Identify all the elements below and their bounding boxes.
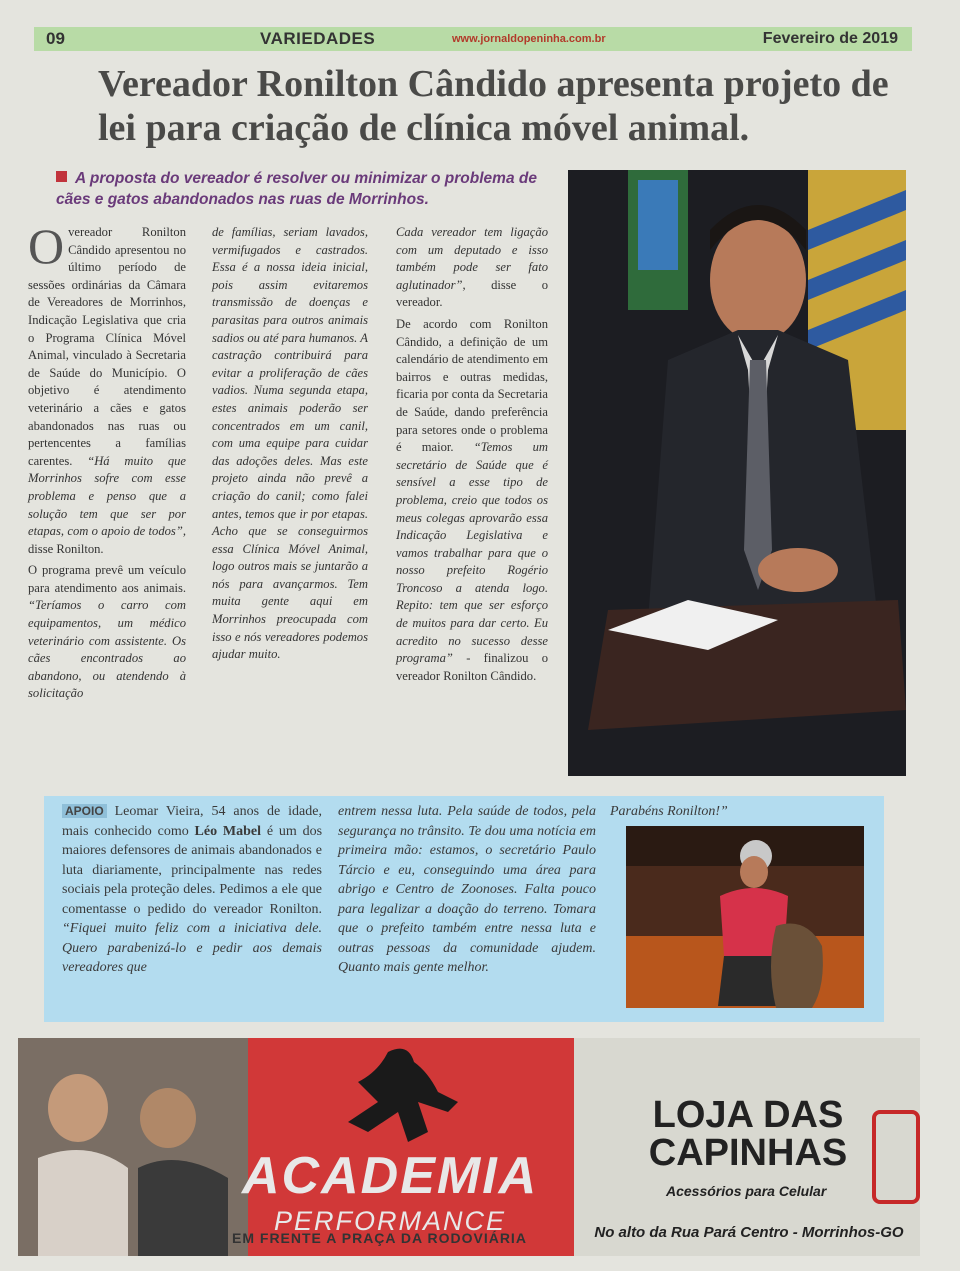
paragraph: Overeador Ronilton Cândido apresentou no último período de sessões ordinárias da Câmara de Vereadores de Morrinhos, Indicação Legislativa que cria o Programa Clínica Móvel Animal, vinculado à Secretaria de Saúde do Município. O objetivo é atendimento veterinário a cães e gatos abandonados nas ruas ou pertencentes a famílias carentes. “Há muito que Morrinhos sofre com esse problema e penso que a solução tem que ser por etapas, com o apoio de todos”, disse Ronilton. (28, 218, 187, 556)
loja-title: LOJA DAS CAPINHAS (648, 1094, 848, 1174)
page-header (34, 27, 912, 51)
gym-photo (18, 1038, 248, 1256)
bullet-square-icon (56, 171, 67, 182)
article-column-2 (212, 224, 368, 668)
performance-logo-text: PERFORMANCE (274, 1206, 507, 1236)
paragraph: O programa prevê um veículo para atendimento aos animais. “Teríamos o carro com equipamentos, um médico veterinário com assistente. Os cães encontrados ao abandono, ou atendendo à solicitação (28, 563, 186, 701)
apoio-box (44, 796, 884, 1022)
leo-mabel-photo-illustration (626, 826, 864, 1008)
article-column-1 (28, 218, 187, 707)
academia-logo-text: ACADEMIA (242, 1147, 539, 1205)
advertisement-banner (18, 1038, 920, 1256)
article-column-3 (396, 224, 548, 689)
leo-mabel-photo (626, 826, 864, 1008)
loja-subtitle: Acessórios para Celular (666, 1183, 827, 1199)
apoio-column-1: APOIO Leomar Vieira, 54 anos de idade, mais conhecido como Léo Mabel é um dos maiores defensores de animais abandonados e luta diariamente, principalmente nas redes sociais pela proteção deles. Pedimos a ele que comentasse o pedido do vereador Ronilton. “Fiquei muito feliz com a iniciativa dele. Quero parabenizá-lo e pedir aos demais vereadores que (62, 804, 323, 975)
section-title: VARIEDADES (260, 29, 376, 48)
councilman-photo (568, 170, 906, 776)
leo-mabel-name: Léo Mabel (194, 823, 262, 839)
councilman-photo-illustration (568, 170, 906, 776)
gym-photo-illustration (18, 1038, 248, 1256)
subhead-text: A proposta do vereador é resolver ou minimizar o problema de cães e gatos abandonados nas ruas de Morrinhos. (56, 170, 537, 208)
drop-cap: O (28, 218, 65, 274)
paragraph: Cada vereador tem ligação com um deputado e isso também pode ser fato aglutinador”, disse o vereador. (396, 225, 548, 310)
page-number: 09 (46, 29, 65, 48)
smartphone-icon (872, 1110, 920, 1204)
loja-address: No alto da Rua Pará Centro - Morrinhos-GO (594, 1224, 904, 1241)
academia-location: EM FRENTE A PRAÇA DA RODOVIÁRIA (232, 1230, 527, 1246)
article-headline: Vereador Ronilton Cândido apresenta projeto de lei para criação de clínica móvel animal. (98, 63, 889, 149)
apoio-column-2: entrem nessa luta. Pela saúde de todos, pela segurança no trânsito. Te dou uma notícia em primeira mão: estamos, o secretário Paulo Tárcio e eu, conseguindo uma área para abrigo e Centro de Zoonoses. Falta pouco para legalizar a doação do terreno. Tomara que o prefeito também entre nessa luta e outras pessoas da comunidade ajudem. Quanto mais gente melhor. (338, 804, 596, 975)
apoio-label: APOIO (62, 804, 107, 818)
website-url[interactable]: www.jornaldopeninha.com.br (452, 33, 606, 45)
gym-athlete-logo-icon (318, 1042, 478, 1152)
apoio-column-3: Parabéns Ronilton!” (610, 804, 728, 819)
issue-date: Fevereiro de 2019 (762, 30, 898, 47)
paragraph: De acordo com Ronilton Cândido, a definição de um calendário de atendimento em bairros e outras medidas, ficaria por conta da Secretaria de Saúde, dando preferência para setores onde o problema é maior. “Temos um secretário de Saúde que é sensível a esse tipo de problema, creio que todos os meus colegas aprovarão essa Indicação Legislativa e vamos trabalhar para que o nosso prefeito Rogério Troncoso a atenda logo. Repito: tem que ser esforço de muitos para dar certo. Eu acredito no sucesso desse programa” - finalizou o vereador Ronilton Cândido. (396, 316, 548, 683)
article-subhead (56, 168, 556, 210)
paragraph: de famílias, seriam lavados, vermifugados e castrados. Essa é a nossa ideia inicial, pois assim evitaremos transmissão de doenças e parasitas para outros animais sadios ou até para humanos. A castração contribuirá para evitar a proliferação de cães vadios. Numa segunda etapa, estes animais poderão ser concentrados em um canil, com uma equipe para cuidar das adoções deles. Mas este projeto ainda não prevê a criação do canil; como falei antes, temos que ir por etapas. Acho que se conseguirmos essa Clínica Móvel Animal, logo outros mais se juntarão a nós para avançarmos. Tem muita gente aqui em Morrinhos preocupada com isso e nós vereadores podemos ajudar muito. (212, 225, 368, 662)
